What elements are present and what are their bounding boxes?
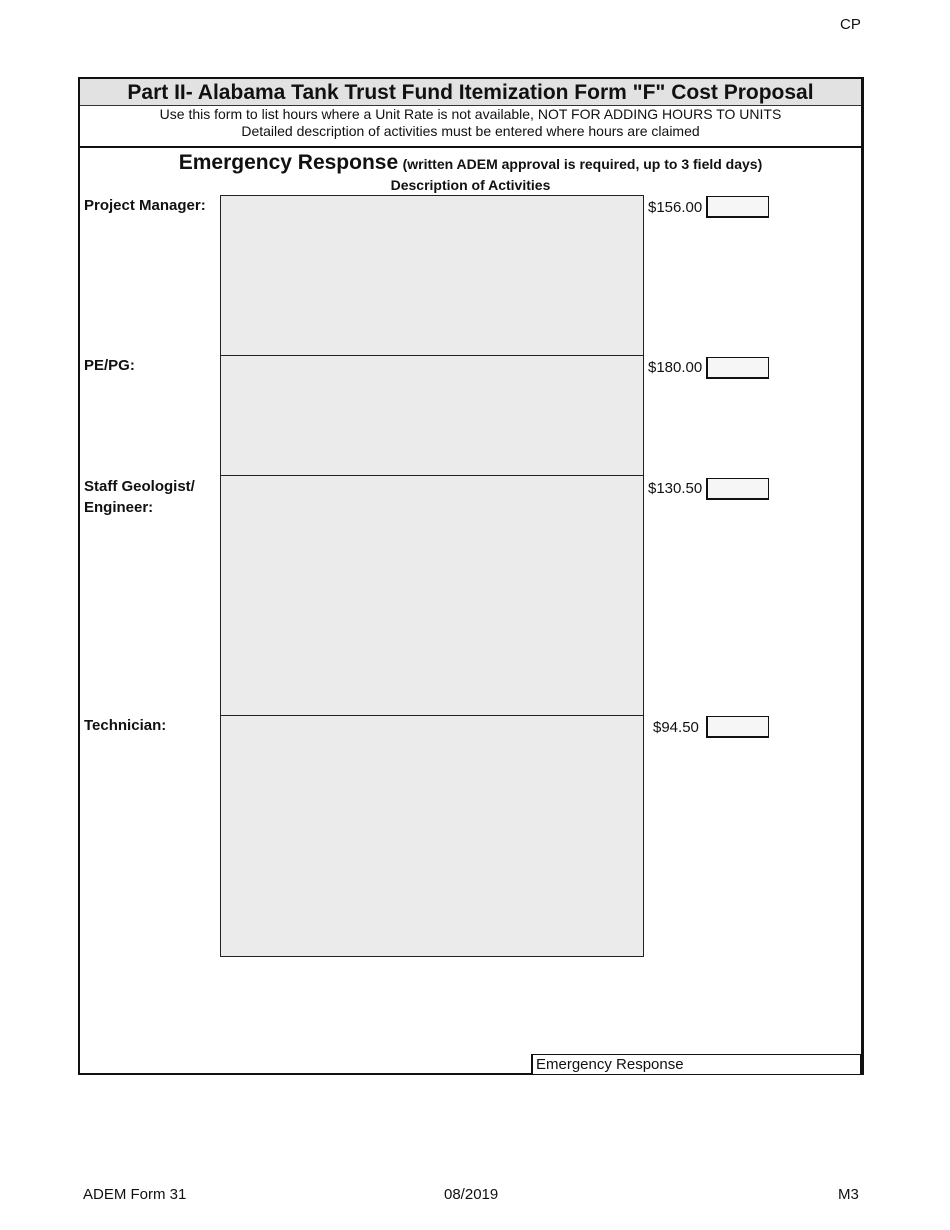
form-title: Part II- Alabama Tank Trust Fund Itemization Form "F" Cost Proposal — [80, 79, 861, 106]
description-field-technician[interactable] — [220, 715, 644, 957]
section-title: Emergency Response — [178, 151, 399, 174]
description-field-staff-geologist[interactable] — [220, 475, 644, 717]
hours-input-pe-pg[interactable] — [706, 357, 769, 379]
role-label-staff-geologist — [84, 476, 195, 518]
rate-technician: $94.50 — [653, 719, 699, 736]
section-heading — [80, 151, 861, 175]
rate-pe-pg: $180.00 — [648, 359, 703, 376]
description-header: Description of Activities — [390, 177, 551, 193]
role-label-line-1: Staff Geologist/ — [84, 478, 195, 495]
section-note: (written ADEM approval is required, up to 3 field days) — [402, 156, 763, 172]
form-instructions — [80, 106, 861, 148]
corner-mark: CP — [840, 16, 861, 33]
hours-input-technician[interactable] — [706, 716, 769, 738]
page-code: M3 — [838, 1186, 859, 1203]
description-field-project-manager[interactable] — [220, 195, 644, 357]
rate-project-manager: $156.00 — [648, 199, 703, 216]
form-revision-date: 08/2019 — [444, 1186, 499, 1203]
instruction-line-2: Detailed description of activities must be entered where hours are claimed — [241, 123, 700, 139]
sheet-tab-label: Emergency Response — [531, 1054, 861, 1074]
form-number: ADEM Form 31 — [83, 1186, 187, 1203]
instruction-line-1: Use this form to list hours where a Unit Rate is not available, NOT FOR ADDING HOURS TO UNITS — [159, 106, 782, 122]
description-field-pe-pg[interactable] — [220, 355, 644, 477]
rate-staff-geologist: $130.50 — [648, 480, 703, 497]
cost-proposal-form — [78, 77, 864, 1075]
role-label-technician: Technician: — [84, 717, 167, 734]
hours-input-staff-geologist[interactable] — [706, 478, 769, 500]
role-label-project-manager: Project Manager: — [84, 197, 206, 214]
role-label-pe-pg: PE/PG: — [84, 357, 135, 374]
hours-input-project-manager[interactable] — [706, 196, 769, 218]
role-label-line-2: Engineer: — [84, 499, 154, 516]
